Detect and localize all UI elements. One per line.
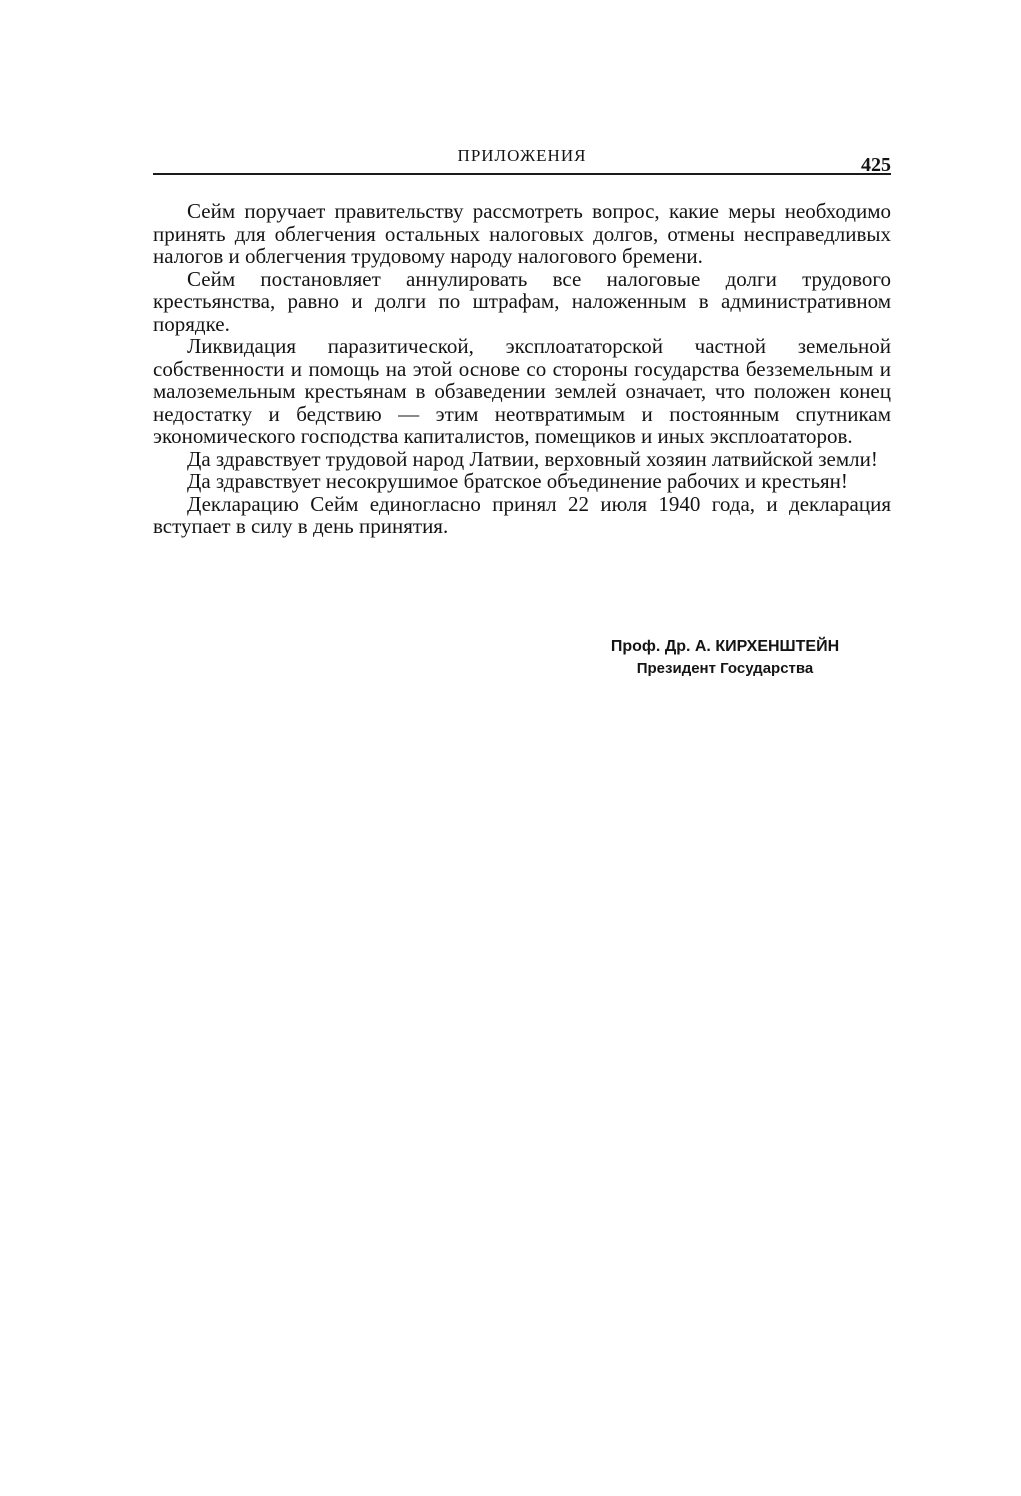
signature-title: Президент Государства: [636, 660, 814, 677]
paragraph-salute-union: Да здравствует несокрушимое братское объединение рабочих и крестьян!: [187, 469, 848, 493]
page-header: [153, 146, 891, 180]
paragraph-salute-people: Да здравствует трудовой народ Латвии, верховный хозяин латвийской земли!: [187, 446, 878, 471]
paragraph-land-ownership: Ликвидация паразитической, эксплоататорской частной земельной собственности и помощь на этой основе со стороны государства безземельным и малоземельным крестьянам в обзаведении землей означает, что положен конец недостатку и бедствию — этим неотвратимым и постоянным спутникам экономического господства капиталистов, помещиков и иных эксплоататоров.: [153, 334, 891, 448]
running-title: ПРИЛОЖЕНИЯ: [457, 146, 587, 165]
header-rule: [153, 173, 891, 175]
paragraph-tax-relief: Сейм поручает правительству рассмотреть вопрос, какие меры необходимо принять для облегчения остальных налоговых долгов, отмены несправедливых налогов и облегчения трудовому народу налогового бремени.: [153, 199, 891, 268]
paragraph-adoption: Декларацию Сейм единогласно принял 22 июля 1940 года, и декларация вступает в силу в день принятия.: [153, 491, 891, 538]
page-number: 425: [861, 154, 891, 176]
signature-block: [560, 636, 890, 680]
paragraph-debt-cancellation: Сейм постановляет аннулировать все налоговые долги трудового крестьянства, равно и долги по штрафам, наложенным в административном порядке.: [153, 266, 891, 336]
body-text: [153, 200, 891, 538]
signature-name: Проф. Др. А. КИРХЕНШТЕЙН: [610, 638, 840, 655]
